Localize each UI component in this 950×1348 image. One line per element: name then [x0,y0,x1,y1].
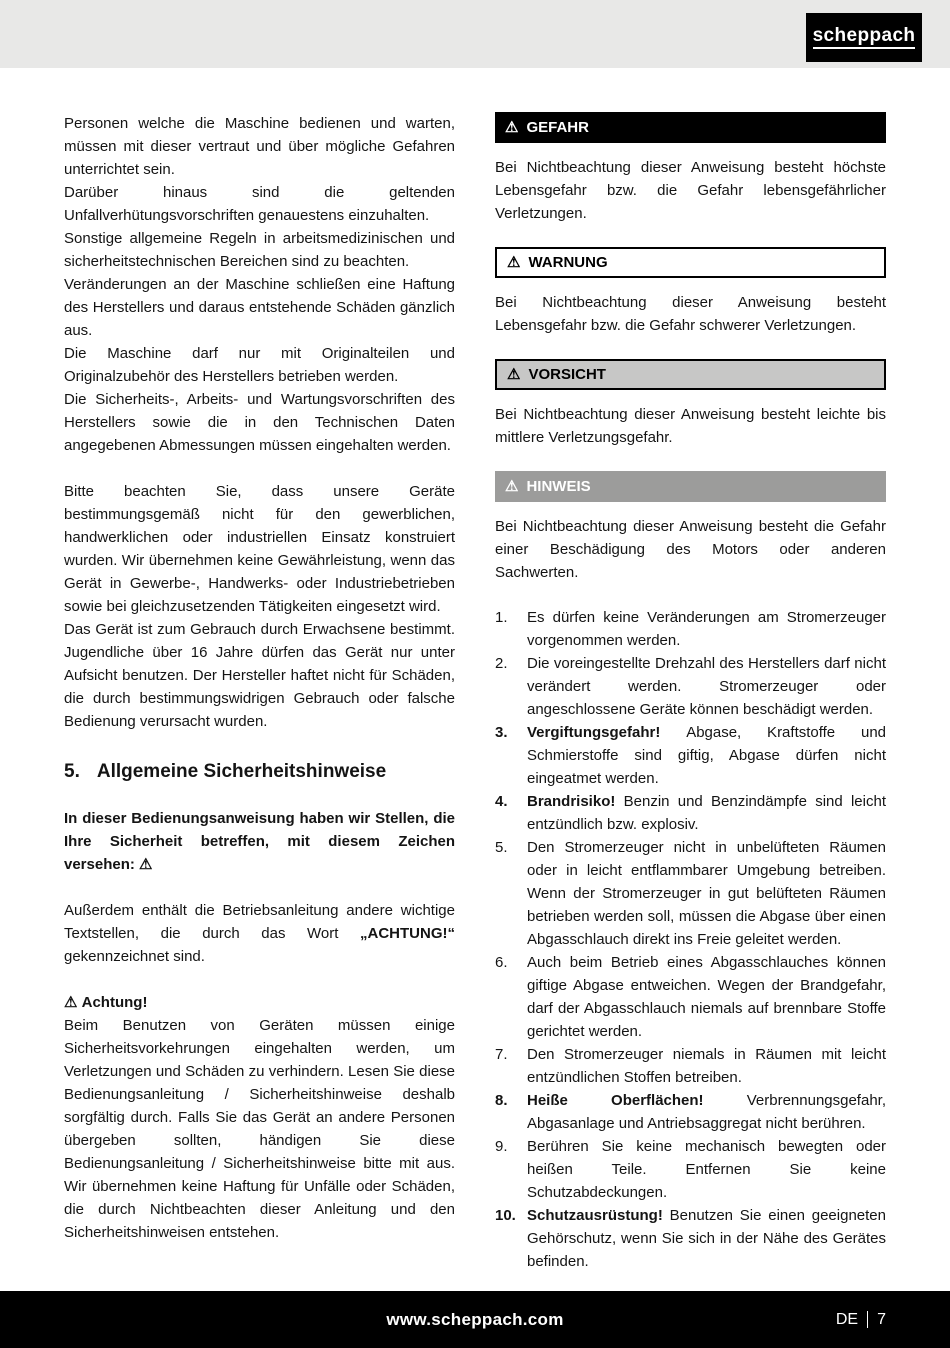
section-number: 5. [64,761,80,782]
warning-label-text: GEFAHR [526,119,589,136]
warning-label-text: VORSICHT [528,366,606,383]
list-number: 10. [495,1207,516,1224]
warning-icon: ⚠ [507,366,521,383]
text-segment: Darüber hinaus sind die geltenden Unfallverhütungsvorschriften genauestens einzuhalten. [64,184,455,224]
text-segment: „ACHTUNG!“ [360,925,455,942]
paragraph-spacer [64,457,455,480]
safety-list [495,606,886,1273]
list-number: 2. [495,655,508,672]
warning-body: Bei Nichtbeachtung dieser Anweisung besteht leichte bis mittlere Verletzungsgefahr. [495,406,886,446]
list-number: 6. [495,954,508,971]
list-item [495,1043,886,1089]
paragraph [64,273,455,342]
warning-box-gefahr [495,112,886,225]
header-bar [0,0,950,68]
paragraph-spacer [64,876,455,899]
warning-icon: ⚠ [64,994,78,1011]
scheppach-logo [806,13,922,62]
list-item [495,721,886,790]
paragraph [64,112,455,181]
language-code: DE [835,1310,859,1328]
right-column [495,112,886,1273]
page-content [0,68,950,1273]
text-segment: Personen welche die Maschine bedienen und warten, müssen mit dieser vertraut und über mögliche Gefahren unterrichtet sein. [64,115,455,178]
warning-body: Bei Nichtbeachtung dieser Anweisung besteht Lebensgefahr bzw. die Gefahr schwerer Verletzungen. [495,294,886,334]
paragraph [64,618,455,733]
paragraph [64,388,455,457]
warning-icon: ⚠ [139,856,153,873]
warning-label [495,112,886,143]
page-divider [867,1311,868,1328]
list-text: Die voreingestellte Drehzahl des Herstellers darf nicht verändert werden. Stromerzeuger oder angeschlossene Geräte können beschädigt werden. [527,655,886,718]
list-lead: Vergiftungsgefahr! [527,724,687,741]
text-segment: Sonstige allgemeine Regeln in arbeitsmedizinischen und sicherheitstechnischen Bereichen sind zu beachten. [64,230,455,270]
warning-body: Bei Nichtbeachtung dieser Anweisung besteht die Gefahr einer Beschädigung des Motors oder anderen Sachwerten. [495,518,886,581]
list-text: Den Stromerzeuger niemals in Räumen mit leicht entzündlichen Stoffen betreiben. [527,1046,886,1086]
list-text: Den Stromerzeuger nicht in unbelüfteten Räumen oder in leicht entflammbarer Umgebung betreiben. Wenn der Stromerzeuger in gut belüfteten Räumen betrieben werden soll, müssen die Abgase über einen Abgasschlauch direkt ins Freie geleitet werden. [527,839,886,948]
paragraph [64,181,455,227]
list-lead: Heiße Oberflächen! [527,1092,747,1109]
text-segment: Das Gerät ist zum Gebrauch durch Erwachsene bestimmt. Jugendliche über 16 Jahre dürfen das Gerät nur unter Aufsicht benutzen. Der Hersteller haftet nicht für Schäden, die durch bestimmungswidrigen Gebrauch oder falsche Bedienung verursacht wurden. [64,621,455,730]
list-text: Heiße Oberflächen! Verbrennungsgefahr, Abgasanlage und Antriebsaggregat nicht berühren. [527,1092,886,1132]
list-number: 7. [495,1046,508,1063]
list-text: Berühren Sie keine mechanisch bewegten oder heißen Teile. Entfernen Sie keine Schutzabdeckungen. [527,1138,886,1201]
warning-icon: ⚠ [505,478,519,495]
subheading-text: Achtung! [77,994,148,1011]
list-text: Brandrisiko! Benzin und Benzindämpfe sind leicht entzündlich bzw. explosiv. [527,793,886,833]
list-number: 5. [495,839,508,856]
text-segment: gekennzeichnet sind. [64,948,205,965]
warning-label [495,359,886,390]
text-segment: In dieser Bedienungsanweisung haben wir Stellen, die Ihre Sicherheit betreffen, mit diesem Zeichen versehen: [64,810,455,873]
list-item [495,951,886,1043]
list-text: Vergiftungsgefahr! Abgase, Kraftstoffe und Schmierstoffe sind giftig, Abgase dürfen nicht eingeatmet werden. [527,724,887,787]
footer-bar [0,1291,950,1348]
warning-body: Bei Nichtbeachtung dieser Anweisung besteht höchste Lebensgefahr bzw. die Gefahr lebensgefährlicher Verletzungen. [495,159,886,222]
list-item [495,1204,886,1273]
paragraph [64,480,455,618]
paragraph [64,227,455,273]
page-indicator [836,1291,886,1348]
list-text: Schutzausrüstung! Benutzen Sie einen geeigneten Gehörschutz, wenn Sie sich in der Nähe des Gerätes befinden. [527,1207,886,1270]
list-number: 8. [495,1092,508,1109]
list-item [495,652,886,721]
text-segment: Die Maschine darf nur mit Originalteilen und Originalzubehör des Herstellers betrieben werden. [64,345,455,385]
list-item [495,606,886,652]
subheading-achtung [64,991,455,1014]
left-column [64,112,455,1273]
warning-label [495,471,886,502]
text-segment: Außerdem enthält die Betriebsanleitung andere wichtige Textstellen, die durch das Wort [64,902,455,942]
text-segment: Die Sicherheits-, Arbeits- und Wartungsvorschriften des Herstellers sowie die in den Technischen Daten angegebenen Abmessungen müssen eingehalten werden. [64,391,455,454]
text-segment: Veränderungen an der Maschine schließen eine Haftung des Herstellers und daraus entstehende Schäden gänzlich aus. [64,276,455,339]
section-heading [64,760,455,784]
warning-icon: ⚠ [505,119,519,136]
list-lead: Schutzausrüstung! [527,1207,670,1224]
text-segment: Bitte beachten Sie, dass unsere Geräte bestimmungsgemäß nicht für den gewerblichen, handwerklichen oder industriellen Einsatz konstruiert wurden. Wir übernehmen keine Gewährleistung, wenn das Gerät in Gewerbe-, Handwerks- oder Industriebetrieben sowie bei gleichzusetzenden Tätigkeiten eingesetzt wird. [64,483,455,615]
list-lead: Brandrisiko! [527,793,624,810]
list-number: 3. [495,724,508,741]
list-item [495,1089,886,1135]
paragraph-spacer [64,968,455,991]
paragraph [64,342,455,388]
list-item [495,836,886,951]
paragraph [64,807,455,876]
warning-label [495,247,886,278]
warning-box-warnung [495,247,886,337]
page-number: 7 [877,1310,886,1328]
warning-label-text: HINWEIS [526,478,591,495]
list-item [495,1135,886,1204]
section-title: Allgemeine Sicherheitshinweise [96,761,387,782]
warning-box-hinweis [495,471,886,584]
list-item [495,790,886,836]
paragraph [64,1014,455,1244]
warning-label-text: WARNUNG [528,254,608,271]
list-text: Es dürfen keine Veränderungen am Stromerzeuger vorgenommen werden. [527,609,886,649]
paragraph [64,899,455,968]
warning-box-vorsicht [495,359,886,449]
footer-url: www.scheppach.com [386,1309,564,1329]
list-number: 4. [495,793,508,810]
warning-icon: ⚠ [507,254,521,271]
list-text: Auch beim Betrieb eines Abgasschlauches können giftige Abgase entweichen. Wegen der Brandgefahr, darf der Abgasschlauch niemals auf brennbare Stoffe gerichtet werden. [527,954,886,1040]
list-number: 1. [495,609,508,626]
list-number: 9. [495,1138,508,1155]
text-segment: Beim Benutzen von Geräten müssen einige Sicherheitsvorkehrungen eingehalten werden, um Verletzungen und Schäden zu verhindern. Lesen Sie diese Bedienungsanleitung / Sicherheitshinweise deshalb sorgfältig durch. Falls Sie das Gerät an andere Personen übergeben sollten, händigen Sie diese Bedienungsanleitung / Sicherheitshinweise bitte mit aus. Wir übernehmen keine Haftung für Unfälle oder Schäden, die durch Nichtbeachten dieser Anleitung und den Sicherheitshinweisen entstehen. [64,1017,455,1241]
logo-text: scheppach [813,26,916,49]
